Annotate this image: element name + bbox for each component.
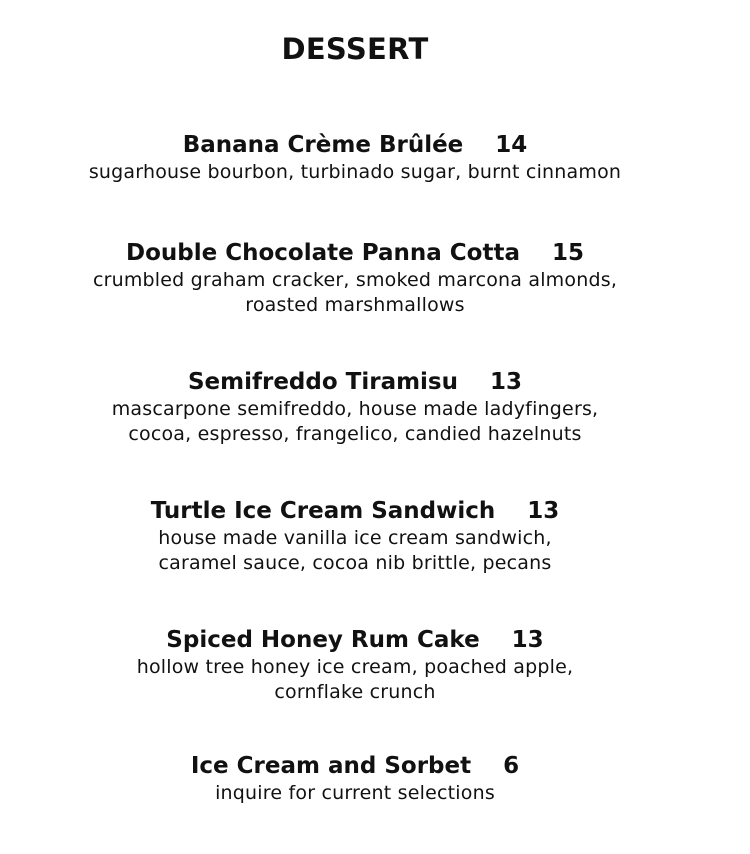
item-name: Double Chocolate Panna Cotta <box>126 240 520 266</box>
menu-item-heading <box>0 496 710 526</box>
item-name: Turtle Ice Cream Sandwich <box>150 498 496 524</box>
menu-item-heading <box>0 130 710 160</box>
menu-item <box>0 496 710 576</box>
item-price: 13 <box>511 627 544 653</box>
item-description-line: roasted marshmallows <box>245 294 465 316</box>
item-price: 6 <box>503 753 520 779</box>
menu-item <box>0 238 710 318</box>
menu-item <box>0 367 710 447</box>
menu-item-heading <box>0 751 710 781</box>
item-price: 15 <box>551 240 584 266</box>
item-name: Spiced Honey Rum Cake <box>166 627 480 653</box>
item-description-line: sugarhouse bourbon, turbinado sugar, burnt cinnamon <box>88 161 622 183</box>
item-name: Ice Cream and Sorbet <box>190 753 472 779</box>
item-description-line: caramel sauce, cocoa nib brittle, pecans <box>158 552 552 574</box>
item-description-line: inquire for current selections <box>215 782 495 804</box>
item-price: 13 <box>527 498 560 524</box>
menu-item <box>0 130 710 185</box>
item-description-line: crumbled graham cracker, smoked marcona almonds, <box>92 269 618 291</box>
menu-item <box>0 625 710 705</box>
item-description-line: cocoa, espresso, frangelico, candied hazelnuts <box>128 423 582 445</box>
item-price: 13 <box>490 369 523 395</box>
item-description-line: hollow tree honey ice cream, poached apple, <box>136 656 574 678</box>
item-name: Banana Crème Brûlée <box>182 132 464 158</box>
item-description-line: cornflake crunch <box>274 681 436 703</box>
item-description-line: house made vanilla ice cream sandwich, <box>158 527 552 549</box>
menu-item <box>0 751 710 806</box>
menu-item-heading <box>0 238 710 268</box>
menu-title: DESSERT <box>281 32 429 66</box>
item-description-line: mascarpone semifreddo, house made ladyfingers, <box>111 398 599 420</box>
item-name: Semifreddo Tiramisu <box>187 369 459 395</box>
item-price: 14 <box>495 132 528 158</box>
menu-item-heading <box>0 625 710 655</box>
menu-item-heading <box>0 367 710 397</box>
